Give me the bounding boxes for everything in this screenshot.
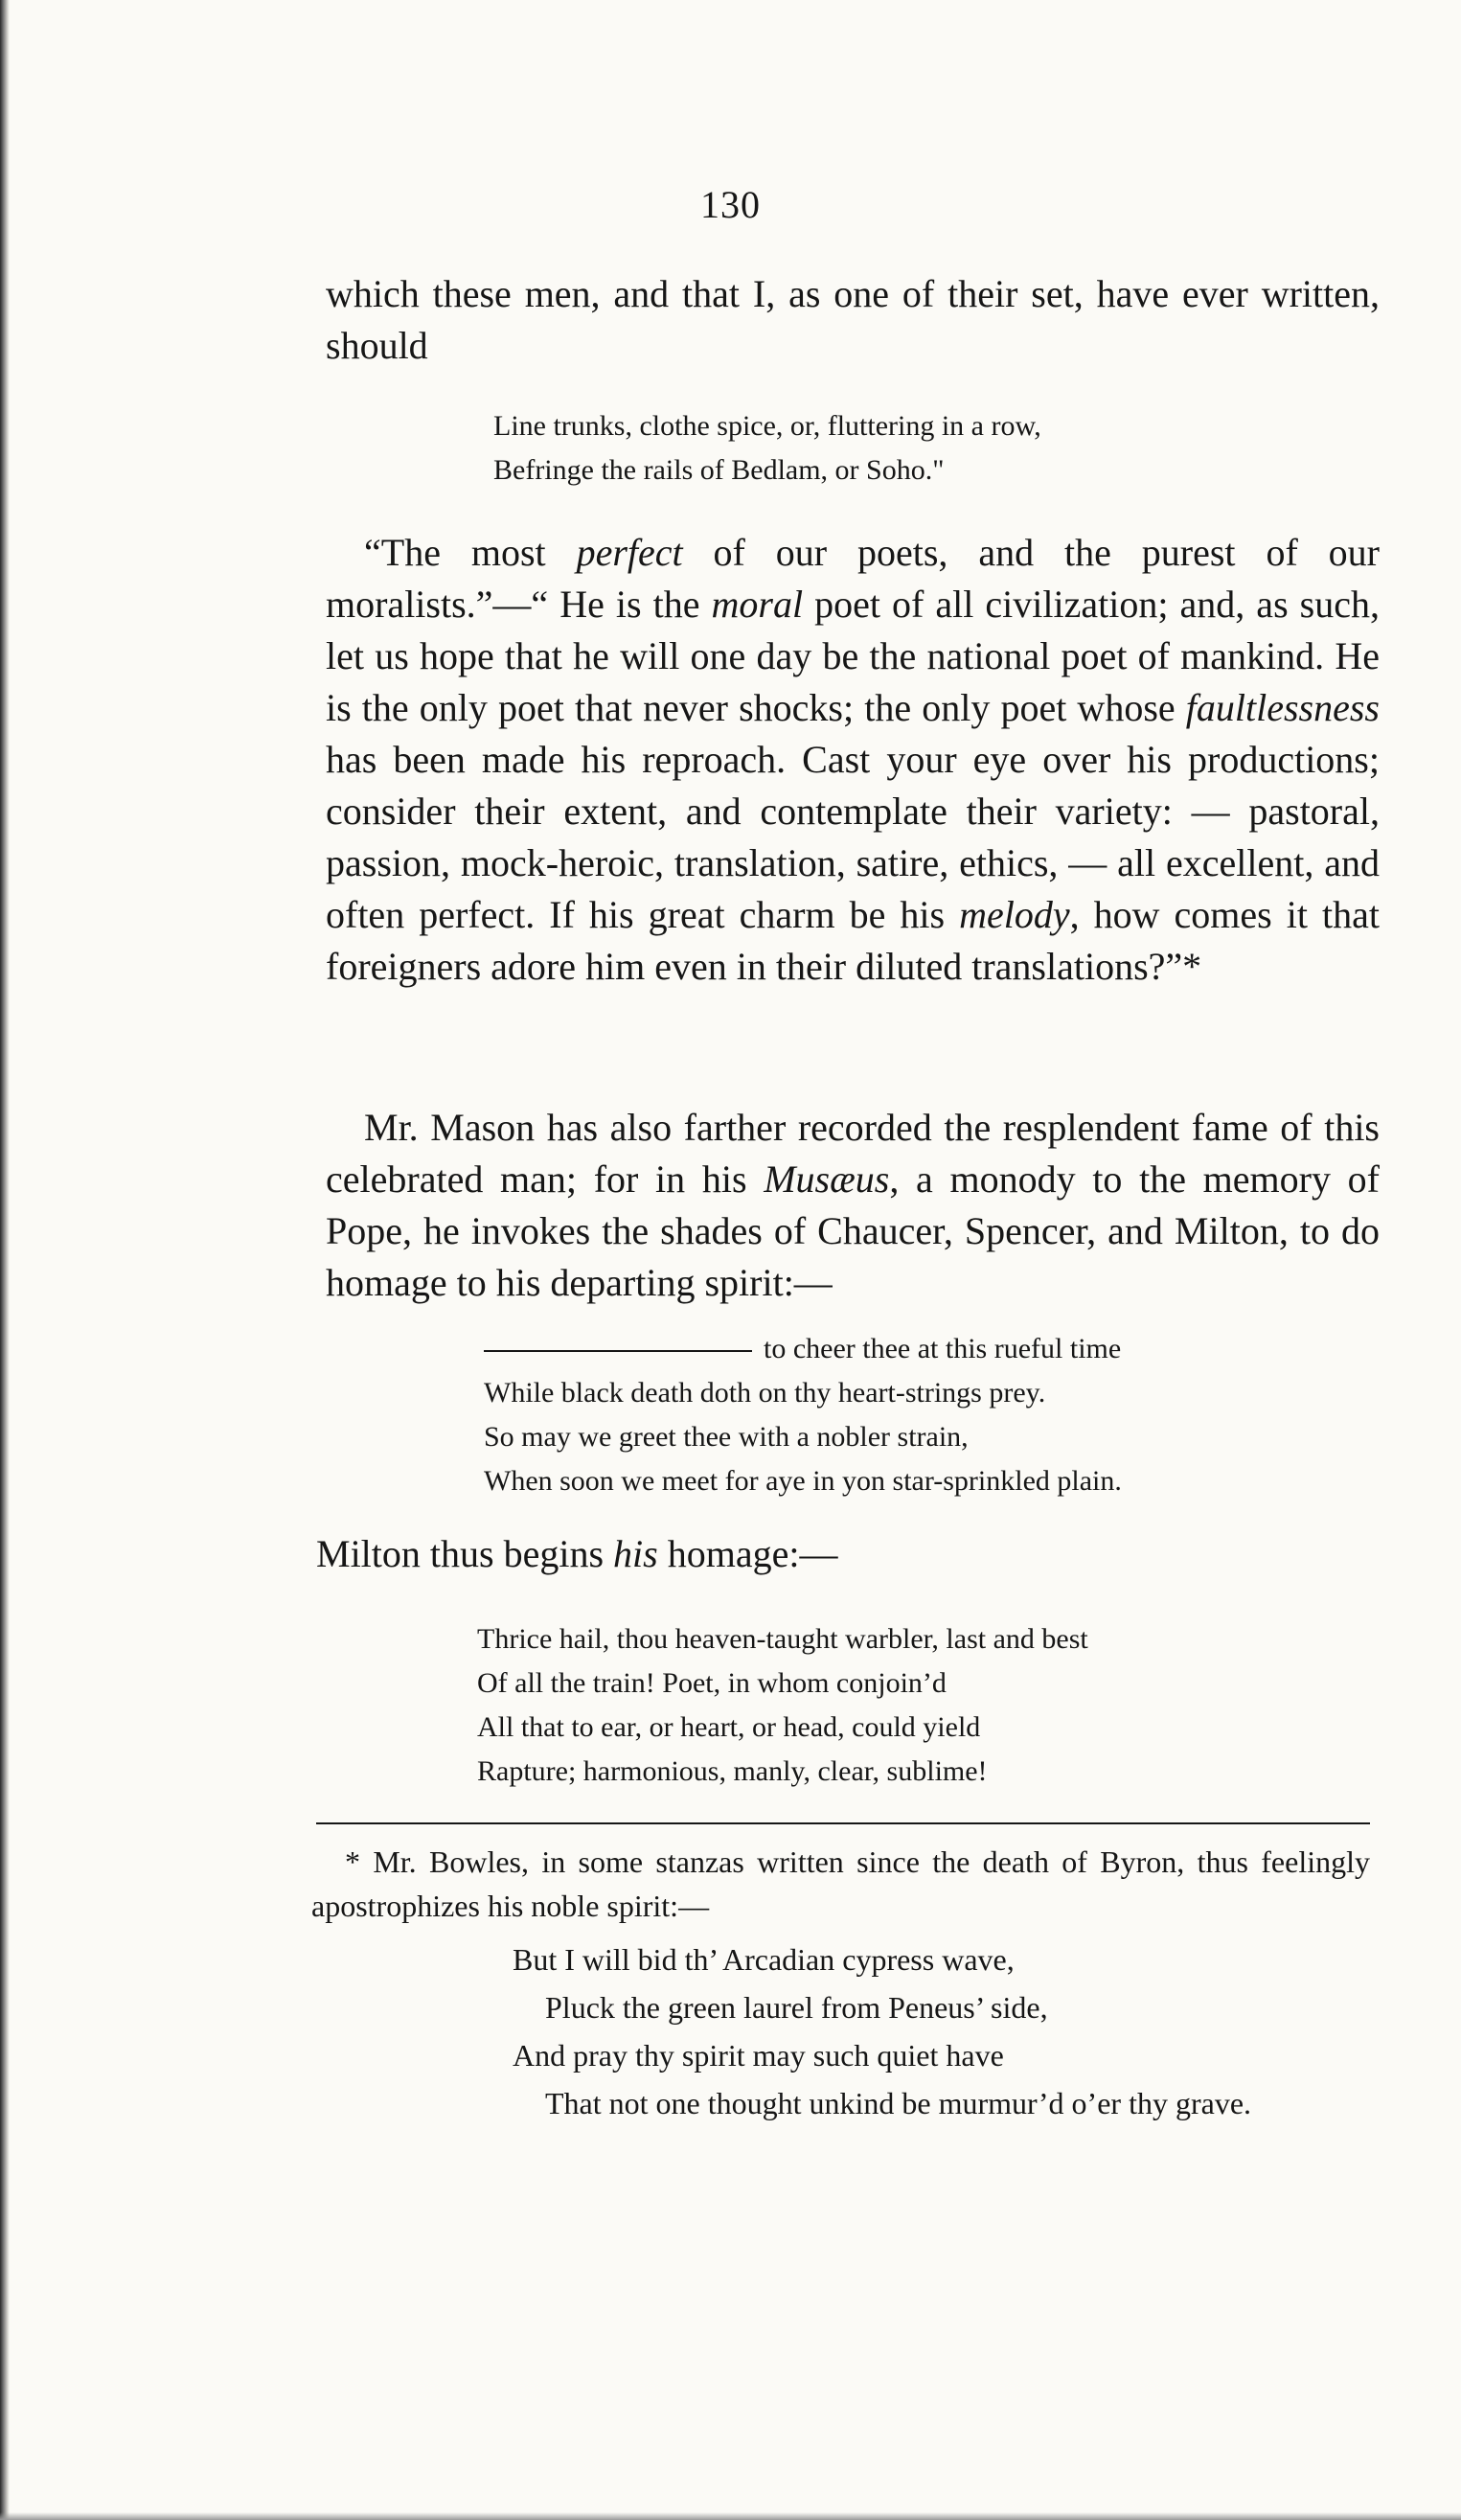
page-number: 130 xyxy=(700,183,761,226)
verse-line: to cheer thee at this rueful time xyxy=(764,1333,1122,1364)
verse-line: While black death doth on thy heart-strings prey. xyxy=(484,1377,1046,1409)
verse-line: Pluck the green laurel from Peneus’ side, xyxy=(545,1990,1048,2025)
emphasis: melody xyxy=(959,893,1070,936)
paragraph-text: which these men, and that I, as one of their set, have ever written, should xyxy=(326,272,1380,367)
text-run: Milton thus begins xyxy=(316,1532,614,1575)
emphasis: faultlessness xyxy=(1185,686,1380,729)
paragraph-text xyxy=(326,1102,1380,1309)
text-run: , a monody to the memory of Pope, he invokes the shades of Chaucer, Spencer, and Milton, to do homage to his departing spirit:— xyxy=(326,1157,1381,1304)
verse-line: When soon we meet for aye in yon star-sprinkled plain. xyxy=(484,1465,1122,1497)
emphasis: perfect xyxy=(576,531,683,574)
text-run: has been made his reproach. Cast your eye over his productions; consider their extent, and contemplate their variety: — pastoral, passion, mock-heroic, translation, satire, ethics, — all excellent, and often perfect. If his great charm be his xyxy=(326,738,1380,936)
paragraph-opening xyxy=(326,268,1380,372)
paragraph-mason xyxy=(326,1102,1380,1309)
emphasis: his xyxy=(613,1532,658,1575)
text-run: poet of all civilization; and, as such, let us hope that he will one day be the national poet of mankind. He is the only poet that never shocks; the only poet whose xyxy=(326,583,1380,729)
verse-line: Line trunks, clothe spice, or, fluttering in a row, xyxy=(493,410,1041,442)
text-run: Mr. Mason has also farther recorded the resplendent fame of this celebrated man; for in his xyxy=(326,1106,1380,1201)
verse-line: Of all the train! Poet, in whom conjoin’d xyxy=(477,1667,947,1699)
emphasis: Musæus xyxy=(764,1157,890,1201)
verse-quote-3 xyxy=(477,1617,1088,1794)
verse-line: So may we greet thee with a nobler strain, xyxy=(484,1421,969,1453)
text-run: of our poets, and the purest of our moralists.”—“ He is the xyxy=(326,531,1381,626)
emphasis: moral xyxy=(711,583,804,626)
verse-line-with-rule xyxy=(484,1327,1122,1371)
footnote xyxy=(311,1840,1370,1928)
text-run: homage:— xyxy=(657,1532,838,1575)
page-edge-left xyxy=(0,0,10,2520)
page-edge-bottom xyxy=(0,2512,1461,2520)
footnote-text: * Mr. Bowles, in some stanzas written since the death of Byron, thus feelingly apostrophizes his noble spirit:— xyxy=(311,1844,1370,1923)
text-run: , how comes it that foreigners adore him even in their diluted translations?”* xyxy=(326,893,1381,988)
paragraph-milton xyxy=(316,1528,1370,1580)
text-run: “The most xyxy=(364,531,577,574)
dash-rule xyxy=(484,1350,752,1352)
footnote-rule xyxy=(316,1822,1370,1824)
verse-quote-1 xyxy=(493,404,1041,493)
verse-line: And pray thy spirit may such quiet have xyxy=(513,2038,1004,2073)
verse-line: Thrice hail, thou heaven-taught warbler, last and best xyxy=(477,1623,1088,1655)
verse-line: Befringe the rails of Bedlam, or Soho." xyxy=(493,454,945,486)
footnote-verse xyxy=(513,1936,1251,2127)
paragraph-text xyxy=(316,1528,1370,1580)
verse-line: All that to ear, or heart, or head, could yield xyxy=(477,1711,981,1743)
verse-quote-2 xyxy=(484,1327,1122,1503)
verse-line: That not one thought unkind be murmur’d o’er thy grave. xyxy=(545,2086,1252,2120)
paragraph-text xyxy=(326,527,1380,993)
paragraph-pope-praise xyxy=(326,527,1380,993)
verse-line: But I will bid th’ Arcadian cypress wave, xyxy=(513,1942,1015,1977)
verse-line: Rapture; harmonious, manly, clear, sublime! xyxy=(477,1755,988,1787)
